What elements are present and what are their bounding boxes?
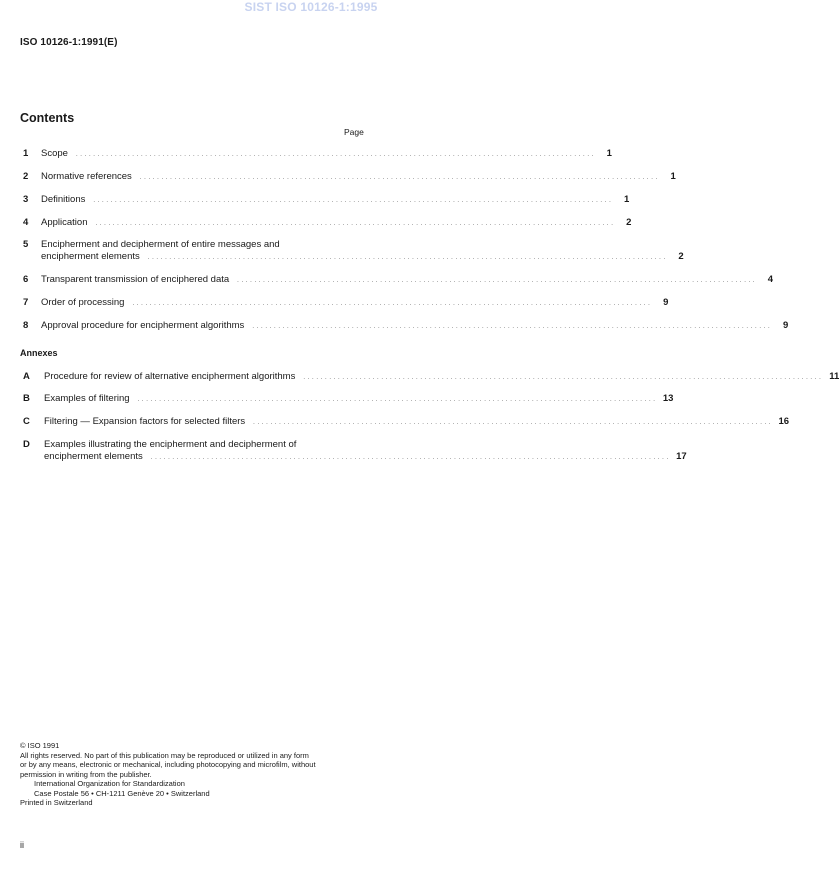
toc-entry-page: 1	[623, 194, 630, 205]
leader-dots: . . . . . . . . . . . . . . . . . . . . . . . . . . . . . . . . . . . . . . . . . . . . . . . . . . . . . . . . . . . . . . . . . . . . . . . . . . . . . . . . . . . . . . . . . . . . . . . . . . . . . . . . . . . . . . . . . . . . . . . .	[137, 397, 656, 403]
leader-dots: . . . . . . . . . . . . . . . . . . . . . . . . . . . . . . . . . . . . . . . . . . . . . . . . . . . . . . . . . . . . . . . . . . . . . . . . . . . . . . . . . . . . . . . . . . . . . . . . . . . . . . . . . . . . . . . . . . . . . . . .	[303, 375, 822, 381]
annex-entry-title-continued: encipherment elements	[44, 451, 143, 462]
annex-entry-page: 17	[676, 451, 687, 462]
toc-entry-number: 4	[23, 217, 29, 228]
annexes-title: Annexes	[20, 348, 58, 358]
annex-entry-page: 13	[662, 393, 674, 404]
toc-entry-title: Normative references	[41, 171, 132, 182]
toc-entry-title: Application	[41, 217, 88, 228]
toc-entry-page: 1	[606, 148, 612, 159]
annex-entry-letter: C	[23, 416, 30, 427]
contents-title: Contents	[20, 111, 75, 125]
printed-in: Printed in Switzerland	[20, 798, 93, 807]
toc-entry-page: 2	[626, 217, 632, 228]
toc-entry-number: 2	[23, 171, 29, 182]
annex-entry-title: Procedure for review of alternative encipherment algorithms	[44, 371, 296, 382]
toc-entry-title: Definitions	[41, 194, 86, 205]
rights-statement: All rights reserved. No part of this publication may be reproduced or utilized in any form	[20, 750, 309, 760]
leader-dots: . . . . . . . . . . . . . . . . . . . . . . . . . . . . . . . . . . . . . . . . . . . . . . . . . . . . . . . . . . . . . . . . . . . . . . . . . . . . . . . . . . . . . . . . . . . . . . . . . . . . . . . . . . . . . . . . . . . . . . . .	[147, 255, 666, 261]
toc-entry-title: Order of processing	[41, 297, 125, 308]
toc-entry-number: 3	[23, 194, 29, 205]
copyright-notice	[20, 741, 370, 808]
document-id: ISO 10126-1:1991(E)	[20, 37, 118, 48]
leader-dots: . . . . . . . . . . . . . . . . . . . . . . . . . . . . . . . . . . . . . . . . . . . . . . . . . . . . . . . . . . . . . . . . . . . . . . . . . . . . . . . . . . . . . . . . . . . . . . . . . . . . . . . . . . . . . . . . . . . . . . . .	[93, 198, 612, 204]
page-column-label: Page	[344, 127, 364, 137]
toc-entry-title: Scope	[41, 148, 68, 159]
rights-statement: or by any means, electronic or mechanical, including photocopying and microfilm, without	[20, 760, 316, 769]
leader-dots: . . . . . . . . . . . . . . . . . . . . . . . . . . . . . . . . . . . . . . . . . . . . . . . . . . . . . . . . . . . . . . . . . . . . . . . . . . . . . . . . . . . . . . . . . . . . . . . . . . . . . . . . . . . . . . . . . . . . . . . .	[252, 324, 771, 330]
toc-entry-title-continued: encipherment elements	[41, 251, 140, 262]
copyright-line: © ISO 1991	[20, 741, 60, 750]
leader-dots: . . . . . . . . . . . . . . . . . . . . . . . . . . . . . . . . . . . . . . . . . . . . . . . . . . . . . . . . . . . . . . . . . . . . . . . . . . . . . . . . . . . . . . . . . . . . . . . . . . . . . . . . . . . . . . . . . . . . . . . .	[132, 301, 651, 307]
leader-dots: . . . . . . . . . . . . . . . . . . . . . . . . . . . . . . . . . . . . . . . . . . . . . . . . . . . . . . . . . . . . . . . . . . . . . . . . . . . . . . . . . . . . . . . . . . . . . . . . . . . . . . . . . . . . . . . . . . . . . . . .	[139, 175, 658, 181]
annex-entry-page: 11	[829, 371, 839, 382]
toc-entry-page: 2	[678, 251, 684, 262]
leader-dots: . . . . . . . . . . . . . . . . . . . . . . . . . . . . . . . . . . . . . . . . . . . . . . . . . . . . . . . . . . . . . . . . . . . . . . . . . . . . . . . . . . . . . . . . . . . . . . . . . . . . . . . . . . . . . . . . . . . . . . . .	[237, 278, 756, 284]
toc-entry-number: 7	[23, 297, 29, 308]
annex-entry-title: Filtering — Expansion factors for selected filters	[44, 416, 246, 427]
watermark: SIST ISO 10126-1:1995	[244, 0, 378, 14]
toc-entry-page: 9	[782, 320, 789, 331]
annex-entry-title: Examples of filtering	[44, 393, 130, 404]
annex-entry-title: Examples illustrating the encipherment and decipherment of	[44, 439, 297, 450]
organization-name: International Organization for Standardization	[34, 779, 185, 788]
annex-entry-letter: A	[23, 371, 30, 382]
toc-entry-page: 9	[663, 297, 669, 308]
annex-entry-letter: D	[23, 439, 30, 450]
leader-dots: . . . . . . . . . . . . . . . . . . . . . . . . . . . . . . . . . . . . . . . . . . . . . . . . . . . . . . . . . . . . . . . . . . . . . . . . . . . . . . . . . . . . . . . . . . . . . . . . . . . . . . . . . . . . . . . . . . . . . . . .	[95, 221, 614, 227]
leader-dots: . . . . . . . . . . . . . . . . . . . . . . . . . . . . . . . . . . . . . . . . . . . . . . . . . . . . . . . . . . . . . . . . . . . . . . . . . . . . . . . . . . . . . . . . . . . . . . . . . . . . . . . . . . . . . . . . . . . . . . . .	[75, 152, 594, 158]
toc-entry-title: Approval procedure for encipherment algorithms	[41, 320, 245, 331]
organization-address: Case Postale 56 • CH-1211 Genève 20 • Switzerland	[34, 788, 210, 798]
annex-entry-page: 16	[778, 416, 790, 427]
toc-entry-page: 1	[670, 171, 676, 182]
rights-statement: permission in writing from the publisher.	[20, 769, 152, 779]
toc-entry-page: 4	[767, 274, 774, 285]
toc-entry-title: Encipherment and decipherment of entire messages and	[41, 239, 280, 250]
page-number: ii	[20, 840, 24, 850]
annex-entry-letter: B	[23, 393, 30, 404]
toc-entry-number: 8	[23, 320, 29, 331]
toc-entry-number: 1	[23, 148, 29, 159]
leader-dots: . . . . . . . . . . . . . . . . . . . . . . . . . . . . . . . . . . . . . . . . . . . . . . . . . . . . . . . . . . . . . . . . . . . . . . . . . . . . . . . . . . . . . . . . . . . . . . . . . . . . . . . . . . . . . . . . . . . . . . . .	[150, 455, 669, 461]
toc-entry-number: 6	[23, 274, 29, 285]
toc-entry-number: 5	[23, 239, 29, 250]
toc-entry-title: Transparent transmission of enciphered data	[41, 274, 230, 285]
leader-dots: . . . . . . . . . . . . . . . . . . . . . . . . . . . . . . . . . . . . . . . . . . . . . . . . . . . . . . . . . . . . . . . . . . . . . . . . . . . . . . . . . . . . . . . . . . . . . . . . . . . . . . . . . . . . . . . . . . . . . . . .	[253, 420, 772, 426]
